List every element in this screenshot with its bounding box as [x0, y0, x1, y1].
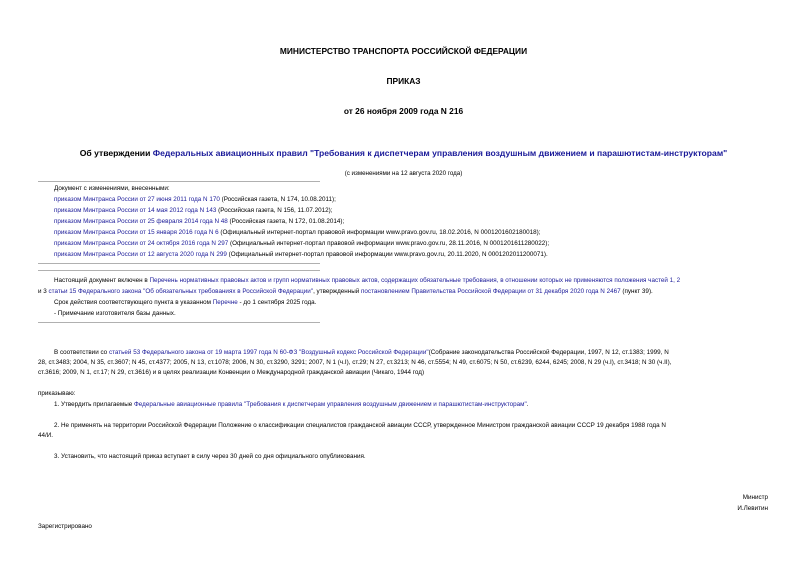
change-link[interactable]: приказом Минтранса России от 14 мая 2012 года N 143	[54, 207, 217, 214]
ministry-heading: МИНИСТЕРСТВО ТРАНСПОРТА РОССИЙСКОЙ ФЕДЕРАЦИИ	[279, 46, 528, 56]
registered-label: Зарегистрировано	[38, 523, 92, 530]
title-link[interactable]: Федеральных авиационных правил "Требования к диспетчерам управления воздушным движением и парашютистам-инструкторам"	[152, 148, 728, 158]
order-item-2-cont: 44/И.	[38, 432, 54, 439]
change-source: (Российская газета, N 174, 10.08.2011);	[219, 196, 336, 203]
body-text: ст.3616; 2009, N 1, ст.17; N 29, ст.3616) и в целях реализации	[38, 369, 219, 376]
note-line	[54, 299, 316, 307]
body-text: .	[526, 401, 529, 408]
change-link[interactable]: приказом Минтранса России от 15 января 2016 года N 6	[54, 229, 219, 236]
note-link[interactable]: постановлением Правительства Российской Федерации от 31 декабря 2020 года N 2467	[361, 288, 621, 295]
convention-text: Конвенции о Международной гражданской авиации (Чикаго, 1944 год)	[218, 369, 425, 376]
note-text: Настоящий документ включен в	[54, 277, 150, 284]
note-text: , утвержденный	[313, 288, 362, 295]
note-line	[54, 277, 680, 285]
body-paragraph	[54, 349, 669, 357]
change-source: (Официальный интернет-портал правовой информации www.pravo.gov.ru, 20.11.2020, N 0001202011200071).	[226, 251, 548, 258]
note-link[interactable]: Перечень нормативных правовых актов и групп нормативных правовых актов, содержащих обязательные требования, в отношении которых не применяются положения частей 1, 2	[149, 277, 681, 284]
note-line	[38, 288, 653, 296]
note-link[interactable]: статьи 15 Федерального закона "Об обязательных требованиях в Российской Федерации"	[48, 288, 314, 295]
order-item-3: 3. Установить, что настоящий приказ вступает в силу через 30 дней со дня официального опубликования.	[54, 453, 366, 460]
body-text: В соответствии со	[54, 349, 109, 356]
separator	[38, 322, 320, 323]
body-text: 1. Утвердить прилагаемые	[54, 401, 134, 408]
body-text: (Собрание законодательства Российской Федерации, 1997, N 12, ст.1383; 1999, N	[428, 349, 669, 356]
separator	[38, 270, 320, 271]
signature-role: Министр	[742, 494, 768, 501]
separator	[38, 263, 320, 264]
change-link[interactable]: приказом Минтранса России от 27 июня 2011 года N 170	[54, 196, 220, 203]
order-item-1	[54, 401, 528, 409]
revision-note: (с изменениями на 12 августа 2020 года)	[344, 170, 463, 177]
change-item	[54, 251, 548, 259]
order-word: приказываю:	[38, 390, 76, 397]
note-text: и 3	[38, 288, 49, 295]
body-line	[38, 369, 424, 377]
note-text: Срок действия соответствующего пункта в указанном	[54, 299, 213, 306]
change-item	[54, 207, 332, 215]
change-source: (Официальный интернет-портал правовой информации www.pravo.gov.ru, 28.11.2016, N 0001201611280022);	[228, 240, 550, 247]
document-type: ПРИКАЗ	[386, 76, 421, 86]
change-source: (Российская газета, N 156, 11.07.2012);	[216, 207, 333, 214]
change-source: (Российская газета, N 172, 01.08.2014);	[227, 218, 345, 225]
body-line: 28, ст.3483; 2004, N 35, ст.3607; N 45, ст.4377; 2005, N 13, ст.1078; 2006, N 30, ст.3290, 3291; 2007, N 1 (ч.I), ст.29; N 27, ст.3213; N 46, ст.5554; N 49, ст.6075; N 50, ст.6239, 6244, 6245; 2008, N 29 (ч.I), ст.3418; N 30 (ч.II),	[38, 359, 672, 366]
note-text: (пункт 39).	[620, 288, 653, 295]
change-item	[54, 196, 336, 204]
document-title	[0, 148, 807, 158]
change-link[interactable]: приказом Минтранса России от 24 октября 2016 года N 297	[54, 240, 229, 247]
change-item	[54, 229, 540, 237]
title-prefix: Об утверждении	[79, 148, 153, 158]
signature-name: И.Левитин	[737, 505, 768, 512]
note-text: - до 1 сентября 2025 года.	[237, 299, 317, 306]
editor-note: - Примечание изготовителя базы данных.	[54, 310, 176, 317]
body-link[interactable]: статьей 53 Федерального закона от 19 марта 1997 года N 60-ФЗ "Воздушный кодекс Российской Федерации"	[108, 349, 429, 356]
order-item-2: 2. Не применять на территории Российской Федерации Положение о классификации специалистов гражданской авиации СССР, утвержденное Министром гражданской авиации СССР 19 декабря 1988 года N	[54, 422, 666, 429]
change-item	[54, 218, 344, 226]
rules-link[interactable]: Федеральные авиационные правила "Требования к диспетчерам управления воздушным движением и парашютистам-инструкторам"	[134, 401, 527, 408]
document-date: от 26 ноября 2009 года N 216	[343, 106, 464, 116]
change-item	[54, 240, 549, 248]
separator	[38, 181, 320, 182]
changes-heading: Документ с изменениями, внесенными:	[54, 185, 170, 192]
change-link[interactable]: приказом Минтранса России от 25 февраля 2014 года N 48	[54, 218, 228, 225]
change-link[interactable]: приказом Минтранса России от 12 августа 2020 года N 299	[54, 251, 227, 258]
change-source: (Официальный интернет-портал правовой информации www.pravo.gov.ru, 18.02.2016, N 0001201602180018);	[218, 229, 541, 236]
note-link[interactable]: Перечне	[212, 299, 238, 306]
